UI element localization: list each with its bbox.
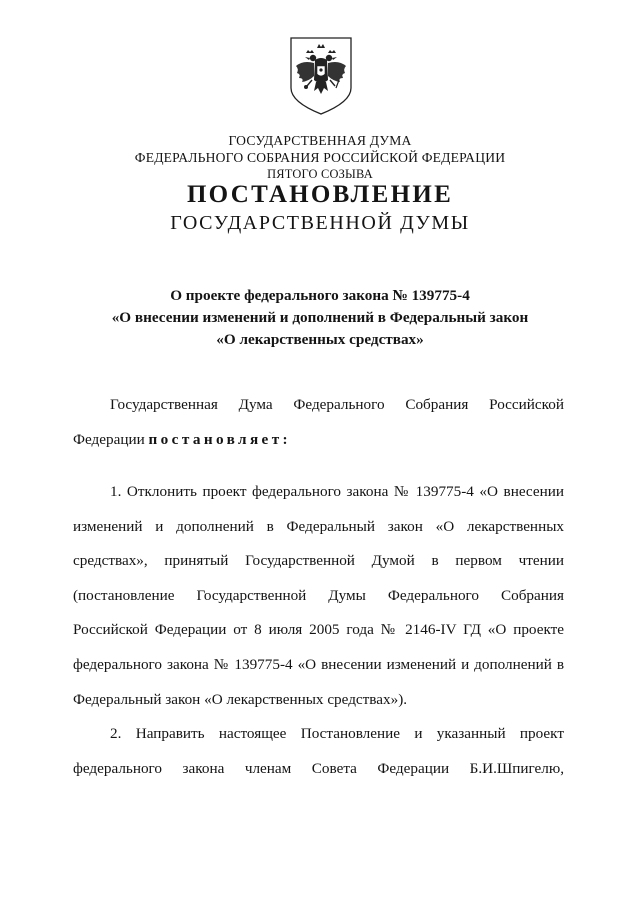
russian-coat-of-arms-icon	[288, 36, 354, 116]
institution-name: ГОСУДАРСТВЕННАЯ ДУМА	[228, 133, 412, 148]
item-line: Федеральный закон «О лекарственных средствах»).	[73, 690, 408, 708]
item-line: средствах», принятый Государственной Думой в первом чтении	[73, 552, 564, 570]
operative-word: постановляет:	[148, 430, 292, 448]
item-line: федерального закона № 139775-4 «О внесении изменений и дополнений в	[73, 655, 564, 673]
item-line: изменений и дополнений в Федеральный закон «О лекарственных	[73, 517, 564, 535]
institution-header	[0, 132, 640, 183]
subject-line: «О лекарственных средствах»	[216, 331, 424, 348]
item-line: (постановление Государственной Думы Федерального Собрания	[73, 586, 564, 604]
document-title: ПОСТАНОВЛЕНИЕ	[186, 181, 454, 208]
subject-line: «О внесении изменений и дополнений в Федеральный закон	[111, 309, 529, 326]
item-line: 1. Отклонить проект федерального закона № 139775-4 «О внесении	[110, 483, 564, 500]
item-1	[73, 475, 564, 717]
preamble-line	[73, 423, 564, 458]
institution-parliament: ФЕДЕРАЛЬНОГО СОБРАНИЯ РОССИЙСКОЙ ФЕДЕРАЦИИ	[134, 150, 506, 165]
item-2	[73, 717, 564, 786]
preamble-line: Государственная Дума Федерального Собрания Российской	[110, 396, 564, 413]
item-line: 2. Направить настоящее Постановление и указанный проект	[110, 725, 564, 742]
document-subject	[0, 285, 640, 351]
convocation: ПЯТОГО СОЗЫВА	[267, 167, 373, 181]
item-line: Российской Федерации от 8 июля 2005 года № 2146-IV ГД «О проекте	[73, 621, 564, 639]
item-line: федерального закона членам Совета Федерации Б.И.Шпигелю,	[73, 759, 564, 777]
preamble	[73, 388, 564, 457]
preamble-text: Федерации	[73, 430, 149, 448]
state-emblem	[288, 36, 354, 116]
subject-line: О проекте федерального закона № 139775-4	[170, 287, 470, 304]
document-subtitle: ГОСУДАРСТВЕННОЙ ДУМЫ	[170, 212, 470, 234]
